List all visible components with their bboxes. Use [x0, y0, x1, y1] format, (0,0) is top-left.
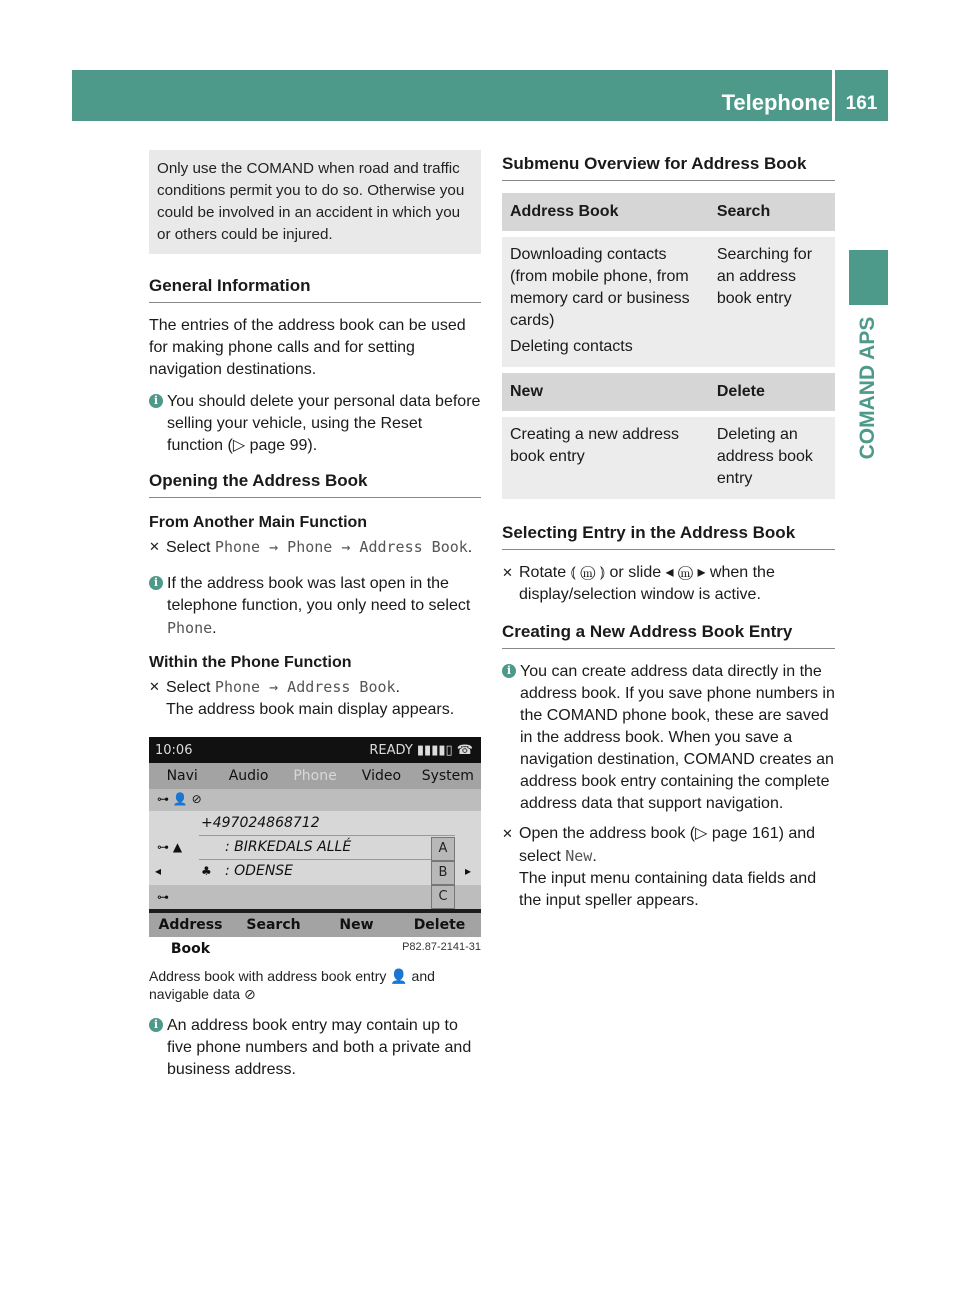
letter-a[interactable]: A — [431, 837, 455, 861]
selecting-step: ✕ Rotate ⦅ ⓜ ⦆ or slide ◂ ⓜ ▸ when the display/selection window is active. — [502, 564, 775, 603]
softkey-search[interactable]: Search — [246, 917, 301, 933]
info-icon: i — [502, 664, 516, 678]
business-icon: ♣ — [201, 864, 212, 878]
softkey-new[interactable]: New — [339, 917, 374, 933]
warning-box: Only use the COMAND when road and traffic conditions permit you to do so. Otherwise you could be involved in an accident in which you or others could be injured. — [149, 150, 481, 254]
table-cell: Deleting an address book entry — [709, 414, 835, 499]
contact-icon: ⊶ 👤 ⊘ — [157, 792, 202, 806]
letter-c[interactable]: C — [431, 885, 455, 909]
step-arrow-icon: ✕ — [149, 539, 160, 554]
table-cell: Creating a new address book entry — [502, 414, 709, 499]
within-step: ✕ Select Phone → Address Book. The address book main display appears. — [149, 678, 455, 718]
side-tab-marker — [849, 250, 888, 305]
table-header: Delete — [709, 370, 835, 414]
submenu-heading: Submenu Overview for Address Book — [502, 154, 835, 181]
phone-status: READY ▮▮▮▮▯ ☎ — [369, 743, 473, 758]
chapter-title: Telephone — [721, 90, 830, 115]
softkey-delete[interactable]: Delete — [413, 917, 466, 933]
divider — [199, 859, 455, 860]
scroll-right-icon[interactable]: ▸ — [465, 864, 472, 878]
step-arrow-icon: ✕ — [149, 679, 160, 694]
general-heading: General Information — [149, 276, 481, 303]
side-tab-label: COMAND APS — [856, 316, 879, 460]
opening-heading: Opening the Address Book — [149, 471, 481, 498]
from-heading: From Another Main Function — [149, 514, 368, 531]
info-icon: i — [149, 394, 163, 408]
figure-code: P82.87-2141-31 — [402, 941, 481, 953]
status-bar — [149, 737, 481, 763]
creating-info: i You can create address data directly in the address book. If you save phone numbers in the COMAND phone book, these are saved in the address book. When you save a navigation destination, COMAND creates an address book entry containing the complete address data that support navigation. — [502, 661, 835, 815]
general-info: i You should delete your personal data before selling your vehicle, using the Reset function (▷ page 99). — [149, 391, 481, 457]
tab-system[interactable]: System — [421, 768, 474, 784]
tab-audio[interactable]: Audio — [228, 768, 269, 784]
softkey-address-book[interactable]: Address Book — [158, 917, 223, 957]
selecting-heading: Selecting Entry in the Address Book — [502, 523, 835, 550]
scroll-left-icon[interactable]: ◂ — [155, 864, 162, 878]
open-step: ✕ Open the address book (▷ page 161) and select New. The input menu containing data fields and the input speller appears. — [502, 825, 817, 909]
main-menu-bar — [149, 763, 481, 789]
info-icon: i — [149, 1018, 163, 1032]
info-icon: i — [149, 576, 163, 590]
entry-city: : ODENSE — [225, 863, 294, 879]
from-info: i If the address book was last open in the telephone function, you only need to select Phone. — [149, 573, 481, 640]
tab-phone[interactable]: Phone — [293, 768, 337, 784]
step-arrow-icon: ✕ — [502, 565, 513, 580]
entry-phone: +497024868712 — [201, 815, 320, 831]
table-header: New — [502, 370, 709, 414]
table-header: Search — [709, 193, 835, 234]
left-column — [149, 150, 481, 1081]
creating-heading: Creating a New Address Book Entry — [502, 622, 835, 649]
contact-icon: ⊶ — [157, 890, 169, 904]
clock: 10:06 — [155, 743, 193, 758]
tab-video[interactable]: Video — [361, 768, 402, 784]
within-heading: Within the Phone Function — [149, 654, 352, 671]
list-item[interactable] — [149, 789, 481, 811]
table-cell: Downloading contacts (from mobile phone, from memory card or business cards) Deleting contacts — [502, 234, 709, 370]
final-info: i An address book entry may contain up to five phone numbers and both a private and business address. — [149, 1015, 481, 1081]
table-header: Address Book — [502, 193, 709, 234]
right-column — [502, 150, 835, 912]
page-number: 161 — [845, 93, 878, 114]
divider — [199, 835, 455, 836]
from-step: ✕ Select Phone → Phone → Address Book. — [149, 538, 473, 556]
letter-b[interactable]: B — [431, 861, 455, 885]
contact-icon: ⊶ ▲ — [157, 840, 183, 854]
tab-navi[interactable]: Navi — [166, 768, 198, 784]
entry-street: : BIRKEDALS ALLÉ — [225, 839, 352, 855]
general-body: The entries of the address book can be used for making phone calls and for setting navigation destinations. — [149, 317, 466, 378]
submenu-table — [502, 193, 835, 499]
table-cell: Searching for an address book entry — [709, 234, 835, 370]
figure-caption: Address book with address book entry 👤 and navigable data ⊘ — [149, 968, 435, 1002]
step-arrow-icon: ✕ — [502, 826, 513, 841]
